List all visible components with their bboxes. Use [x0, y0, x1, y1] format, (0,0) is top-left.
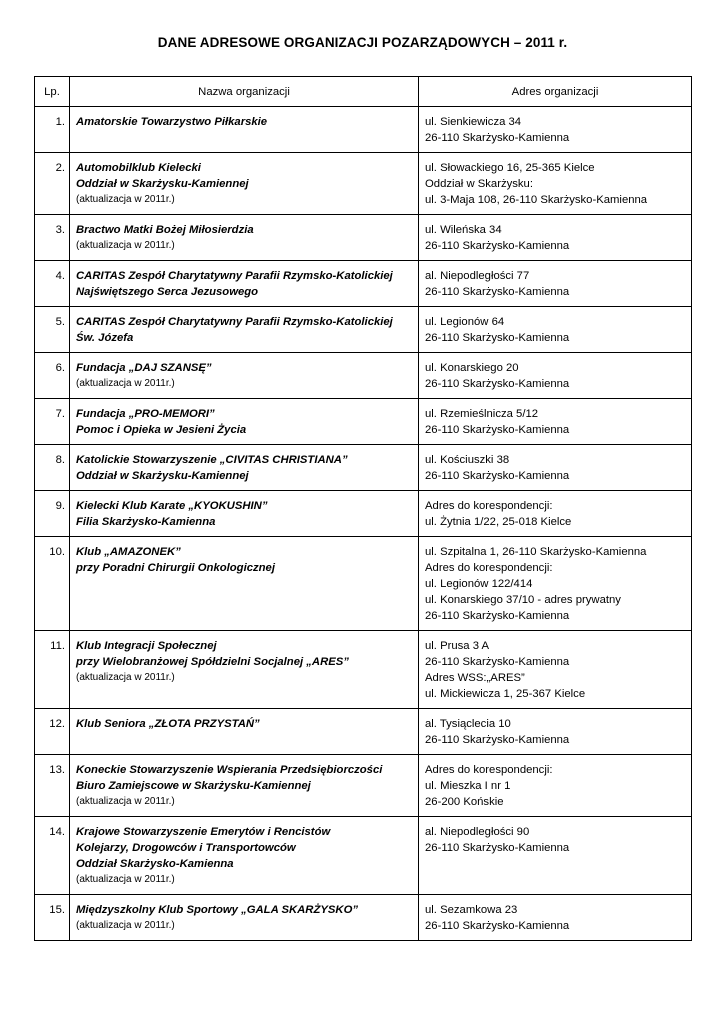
- row-number: 5.: [35, 307, 70, 353]
- address-line: ul. Legionów 122/414: [425, 578, 533, 590]
- address-line: al. Niepodległości 77: [425, 270, 530, 282]
- table-row: [35, 895, 692, 941]
- table-row: [35, 709, 692, 755]
- organization-name-line: przy Wielobranżowej Spółdzielni Socjalnej „ARES”: [76, 656, 349, 668]
- organization-name-line: Pomoc i Opieka w Jesieni Życia: [76, 424, 247, 436]
- organization-name-cell: [70, 399, 419, 445]
- organization-address-cell: [419, 153, 692, 215]
- address-line: ul. Kościuszki 38: [425, 454, 510, 466]
- organization-name-cell: [70, 709, 419, 755]
- address-line: ul. Legionów 64: [425, 316, 505, 328]
- organization-name-cell: [70, 755, 419, 817]
- organizations-table: [34, 76, 692, 941]
- table-row: [35, 107, 692, 153]
- address-line: Adres do korespondencji:: [425, 764, 553, 776]
- organization-name-line: Fundacja „DAJ SZANSĘ”: [76, 362, 212, 374]
- organization-name-line: Koneckie Stowarzyszenie Wspierania Przedsiębiorczości: [76, 764, 383, 776]
- organization-address-cell: [419, 445, 692, 491]
- address-line: ul. Słowackiego 16, 25-365 Kielce: [425, 162, 595, 174]
- organization-address-cell: [419, 491, 692, 537]
- row-number: 10.: [35, 537, 70, 631]
- organization-name-line: Katolickie Stowarzyszenie „CIVITAS CHRISTIANA”: [76, 454, 348, 466]
- organization-name-line: Klub Integracji Społecznej: [76, 640, 217, 652]
- header-name: Nazwa organizacji: [70, 77, 419, 107]
- address-line: 26-110 Skarżysko-Kamienna: [425, 240, 570, 252]
- row-number: 3.: [35, 215, 70, 261]
- organization-name-cell: [70, 153, 419, 215]
- organization-name-line: Klub „AMAZONEK”: [76, 546, 181, 558]
- organization-name-cell: [70, 107, 419, 153]
- table-row: [35, 261, 692, 307]
- address-line: 26-110 Skarżysko-Kamienna: [425, 842, 570, 854]
- organization-name-line: Kolejarzy, Drogowców i Transportowców: [76, 842, 296, 854]
- organization-address-cell: [419, 399, 692, 445]
- row-number: 15.: [35, 895, 70, 941]
- address-line: Oddział w Skarżysku:: [425, 178, 533, 190]
- organization-address-cell: [419, 307, 692, 353]
- page-title: DANE ADRESOWE ORGANIZACJI POZARZĄDOWYCH – 2011 r.: [157, 35, 568, 50]
- table-row: [35, 817, 692, 895]
- organization-name-cell: [70, 215, 419, 261]
- organization-name-cell: [70, 261, 419, 307]
- address-line: ul. Mickiewicza 1, 25-367 Kielce: [425, 688, 586, 700]
- address-line: ul. 3-Maja 108, 26-110 Skarżysko-Kamienna: [425, 194, 648, 206]
- address-line: 26-110 Skarżysko-Kamienna: [425, 332, 570, 344]
- organization-name-cell: [70, 817, 419, 895]
- organization-name-cell: [70, 895, 419, 941]
- organization-name-cell: [70, 537, 419, 631]
- table-row: [35, 537, 692, 631]
- table-row: [35, 445, 692, 491]
- address-line: 26-110 Skarżysko-Kamienna: [425, 424, 570, 436]
- update-note: (aktualizacja w 2011r.): [76, 796, 175, 807]
- address-line: ul. Szpitalna 1, 26-110 Skarżysko-Kamienna: [425, 546, 647, 558]
- row-number: 14.: [35, 817, 70, 895]
- organization-name-line: Bractwo Matki Bożej Miłosierdzia: [76, 224, 254, 236]
- organization-address-cell: [419, 895, 692, 941]
- organization-name-line: Oddział w Skarżysku-Kamiennej: [76, 178, 249, 190]
- row-number: 12.: [35, 709, 70, 755]
- organization-address-cell: [419, 353, 692, 399]
- address-line: ul. Konarskiego 37/10 - adres prywatny: [425, 594, 621, 606]
- address-line: Adres WSS:„ARES”: [425, 672, 525, 684]
- organization-address-cell: [419, 537, 692, 631]
- address-line: ul. Sezamkowa 23: [425, 904, 518, 916]
- organization-address-cell: [419, 261, 692, 307]
- table-body: [35, 107, 692, 941]
- address-line: 26-110 Skarżysko-Kamienna: [425, 286, 570, 298]
- table-row: [35, 399, 692, 445]
- organization-name-line: Międzyszkolny Klub Sportowy „GALA SKARŻYSKO”: [76, 904, 359, 916]
- table-row: [35, 491, 692, 537]
- address-line: 26-200 Końskie: [425, 796, 504, 808]
- table-row: [35, 215, 692, 261]
- organization-name-line: Klub Seniora „ZŁOTA PRZYSTAŃ”: [76, 718, 260, 730]
- address-line: al. Niepodległości 90: [425, 826, 530, 838]
- organization-address-cell: [419, 215, 692, 261]
- address-line: 26-110 Skarżysko-Kamienna: [425, 378, 570, 390]
- update-note: (aktualizacja w 2011r.): [76, 194, 175, 205]
- address-line: ul. Sienkiewicza 34: [425, 116, 522, 128]
- address-line: Adres do korespondencji:: [425, 562, 553, 574]
- organization-name-line: CARITAS Zespół Charytatywny Parafii Rzymsko-Katolickiej: [76, 270, 393, 282]
- update-note: (aktualizacja w 2011r.): [76, 378, 175, 389]
- table-row: [35, 153, 692, 215]
- header-lp: Lp.: [35, 77, 70, 107]
- row-number: 9.: [35, 491, 70, 537]
- update-note: (aktualizacja w 2011r.): [76, 240, 175, 251]
- row-number: 4.: [35, 261, 70, 307]
- row-number: 2.: [35, 153, 70, 215]
- address-line: ul. Konarskiego 20: [425, 362, 519, 374]
- organization-name-cell: [70, 445, 419, 491]
- table-row: [35, 755, 692, 817]
- organization-name-line: Św. Józefa: [76, 332, 134, 344]
- table-header-row: [35, 77, 692, 107]
- table-row: [35, 631, 692, 709]
- address-line: al. Tysiąclecia 10: [425, 718, 511, 730]
- address-line: ul. Rzemieślnicza 5/12: [425, 408, 539, 420]
- address-line: ul. Mieszka I nr 1: [425, 780, 511, 792]
- update-note: (aktualizacja w 2011r.): [76, 672, 175, 683]
- organization-name-line: Oddział w Skarżysku-Kamiennej: [76, 470, 249, 482]
- row-number: 13.: [35, 755, 70, 817]
- row-number: 6.: [35, 353, 70, 399]
- organization-name-line: Krajowe Stowarzyszenie Emerytów i Rencistów: [76, 826, 331, 838]
- address-line: ul. Żytnia 1/22, 25-018 Kielce: [425, 516, 572, 528]
- address-line: 26-110 Skarżysko-Kamienna: [425, 734, 570, 746]
- organization-name-line: przy Poradni Chirurgii Onkologicznej: [76, 562, 275, 574]
- update-note: (aktualizacja w 2011r.): [76, 920, 175, 931]
- address-line: ul. Prusa 3 A: [425, 640, 490, 652]
- table-row: [35, 307, 692, 353]
- organization-name-line: Filia Skarżysko-Kamienna: [76, 516, 216, 528]
- organization-address-cell: [419, 631, 692, 709]
- organization-name-line: Najświętszego Serca Jezusowego: [76, 286, 259, 298]
- organization-name-line: Amatorskie Towarzystwo Piłkarskie: [76, 116, 268, 128]
- row-number: 7.: [35, 399, 70, 445]
- organization-address-cell: [419, 709, 692, 755]
- organization-address-cell: [419, 817, 692, 895]
- row-number: 1.: [35, 107, 70, 153]
- organization-name-line: Fundacja „PRO-MEMORI”: [76, 408, 215, 420]
- organization-name-cell: [70, 491, 419, 537]
- organization-name-line: CARITAS Zespół Charytatywny Parafii Rzymsko-Katolickiej: [76, 316, 393, 328]
- organization-address-cell: [419, 107, 692, 153]
- address-line: 26-110 Skarżysko-Kamienna: [425, 132, 570, 144]
- organization-name-line: Kielecki Klub Karate „KYOKUSHIN”: [76, 500, 268, 512]
- organization-name-cell: [70, 631, 419, 709]
- organization-name-cell: [70, 353, 419, 399]
- address-line: ul. Wileńska 34: [425, 224, 502, 236]
- address-line: 26-110 Skarżysko-Kamienna: [425, 656, 570, 668]
- address-line: 26-110 Skarżysko-Kamienna: [425, 920, 570, 932]
- table-row: [35, 353, 692, 399]
- organization-name-line: Biuro Zamiejscowe w Skarżysku-Kamiennej: [76, 780, 311, 792]
- organization-name-line: Oddział Skarżysko-Kamienna: [76, 858, 234, 870]
- row-number: 11.: [35, 631, 70, 709]
- header-address: Adres organizacji: [419, 77, 692, 107]
- update-note: (aktualizacja w 2011r.): [76, 874, 175, 885]
- address-line: 26-110 Skarżysko-Kamienna: [425, 610, 570, 622]
- organization-name-cell: [70, 307, 419, 353]
- address-line: 26-110 Skarżysko-Kamienna: [425, 470, 570, 482]
- organization-name-line: Automobilklub Kielecki: [76, 162, 201, 174]
- row-number: 8.: [35, 445, 70, 491]
- address-line: Adres do korespondencji:: [425, 500, 553, 512]
- organization-address-cell: [419, 755, 692, 817]
